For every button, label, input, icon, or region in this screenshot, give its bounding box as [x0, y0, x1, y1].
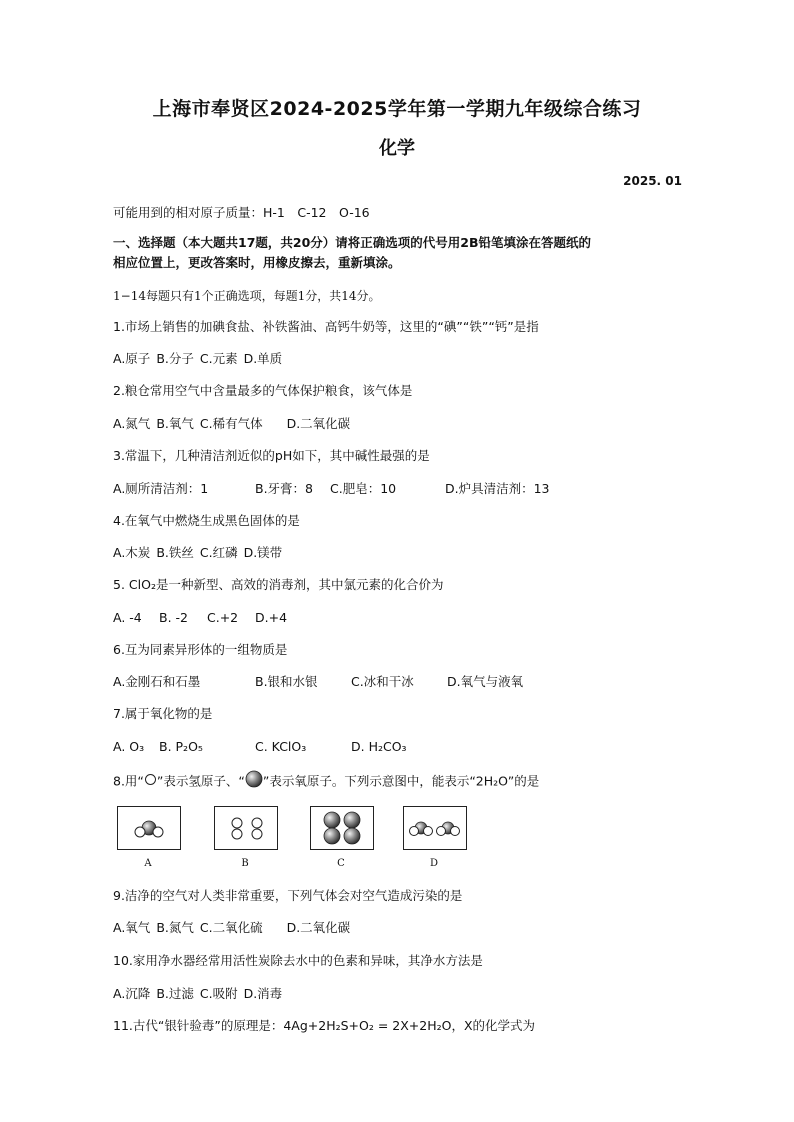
section-note: 1−14每题只有1个正确选项，每题1分，共14分。	[113, 289, 381, 303]
option-a: A.金刚石和石墨	[113, 674, 201, 689]
question-stem: 6.互为同素异形体的一组物质是	[113, 642, 288, 657]
question-options	[113, 414, 693, 434]
option-b: B. -2	[159, 610, 188, 625]
option-c: C.红磷	[199, 545, 238, 560]
question-stem: 10.家用净水器经常用活性炭除去水中的色素和异味，其净水方法是	[113, 953, 483, 968]
option-a: A.沉降	[113, 986, 151, 1001]
option-b: B.银和水银	[255, 674, 318, 689]
option-b: B.氮气	[156, 920, 194, 935]
molecule-option-c	[310, 806, 374, 850]
page-title: 上海市奉贤区2024-2025学年第一学期九年级综合练习	[152, 98, 642, 120]
section-instruction-line2: 相应位置上，更改答案时，用橡皮擦去，重新填涂。	[113, 255, 401, 270]
option-d: D.氧气与液氧	[447, 674, 524, 689]
option-d: D.镁带	[243, 545, 283, 560]
option-d: D.+4	[255, 610, 288, 625]
question-stem: 11.古代“银针验毒”的原理是：4Ag+2H₂S+O₂ = 2X+2H₂O，X的化学式为	[113, 1018, 536, 1033]
option-d: D.单质	[243, 351, 283, 366]
question-stem: 4.在氧气中燃烧生成黑色固体的是	[113, 513, 300, 528]
question-options	[113, 984, 693, 1004]
option-c: C.+2	[207, 610, 239, 625]
molecule-label-d: D	[429, 858, 439, 869]
option-d: D.二氧化碳	[286, 920, 351, 935]
hydrogen-atom-icon	[144, 772, 157, 792]
question-stem: 2.粮仓常用空气中含量最多的气体保护粮食，该气体是	[113, 383, 413, 398]
option-b: B.铁丝	[156, 545, 194, 560]
section-instruction-line1: 一、选择题（本大题共17题，共20分）请将正确选项的代号用2B铅笔填涂在答题纸的	[113, 235, 592, 250]
question-stem: 7.属于氧化物的是	[113, 706, 213, 721]
option-b: B.牙膏：8	[255, 481, 314, 496]
molecule-option-b	[214, 806, 278, 850]
question-options	[113, 608, 693, 628]
atomic-mass-line: 可能用到的相对原子质量：H-1 C-12 O-16	[113, 205, 370, 220]
option-a: A. O₃	[113, 739, 145, 754]
option-c: C.吸附	[199, 986, 238, 1001]
option-c: C.冰和干冰	[351, 674, 414, 689]
question-options	[113, 737, 693, 757]
option-c: C.肥皂：10	[330, 481, 397, 496]
molecule-label-c: C	[337, 858, 345, 869]
question-stem: 8.用“ ”表示氢原子、“ ”表示氧原子。下列示意图中，能表示“2H₂O”的是	[113, 770, 693, 794]
option-b: B.分子	[156, 351, 194, 366]
subject-title: 化学	[379, 138, 415, 159]
option-b: B.过滤	[156, 986, 194, 1001]
molecule-label-b: B	[241, 858, 249, 869]
molecule-option-a	[117, 806, 181, 850]
question-options	[113, 918, 693, 938]
oxygen-atom-icon	[245, 770, 263, 794]
question-options	[113, 543, 693, 563]
question-options	[113, 479, 693, 499]
option-b: B. P₂O₅	[159, 739, 203, 754]
option-d: D.消毒	[243, 986, 283, 1001]
option-c: C. KClO₃	[255, 739, 307, 754]
molecule-label-a: A	[144, 858, 152, 869]
question-options	[113, 672, 693, 692]
molecule-option-d	[403, 806, 467, 850]
option-a: A.厕所清洁剂：1	[113, 481, 209, 496]
option-a: A.氧气	[113, 920, 151, 935]
option-b: B.氧气	[156, 416, 194, 431]
option-a: A. -4	[113, 610, 142, 625]
question-stem: 1.市场上销售的加碘食盐、补铁酱油、高钙牛奶等，这里的“碘”“铁”“钙”是指	[113, 319, 539, 334]
option-d: D.炉具清洁剂：13	[445, 481, 550, 496]
option-c: C.二氧化硫	[199, 920, 263, 935]
option-d: D. H₂CO₃	[351, 739, 407, 754]
option-a: A.氮气	[113, 416, 151, 431]
option-c: C.元素	[199, 351, 238, 366]
question-options	[113, 349, 693, 369]
option-a: A.原子	[113, 351, 151, 366]
option-c: C.稀有气体	[199, 416, 263, 431]
question-stem: 3.常温下，几种清洁剂近似的pH如下，其中碱性最强的是	[113, 448, 430, 463]
question-stem: 5. ClO₂是一种新型、高效的消毒剂，其中氯元素的化合价为	[113, 577, 444, 592]
exam-date: 2025. 01	[623, 174, 682, 188]
question-stem: 9.洁净的空气对人类非常重要，下列气体会对空气造成污染的是	[113, 888, 463, 903]
option-a: A.木炭	[113, 545, 151, 560]
option-d: D.二氧化碳	[286, 416, 351, 431]
